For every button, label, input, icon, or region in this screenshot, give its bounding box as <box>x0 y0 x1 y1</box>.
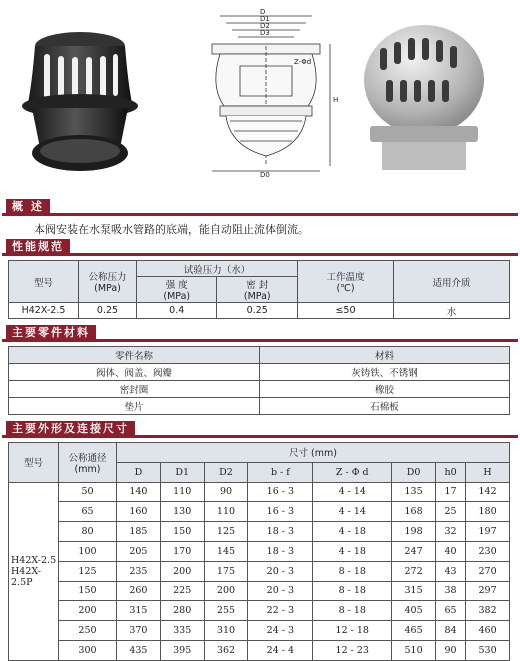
drawing-label-d0: D0 <box>260 171 270 179</box>
dim-cell: 8 - 18 <box>313 561 392 581</box>
perf-nominal: 0.25 <box>79 303 137 319</box>
dim-cell: 65 <box>435 601 465 621</box>
parts-row-name: 阀体、阀盖、阀瓣 <box>9 364 260 381</box>
dim-cell: 170 <box>160 541 204 561</box>
dim-cell: 150 <box>59 581 117 601</box>
dim-cell: 310 <box>204 621 248 641</box>
dim-cell: 25 <box>435 502 465 522</box>
dim-cell: 270 <box>466 561 510 581</box>
dim-cell: 435 <box>117 640 161 660</box>
perf-header-seal: 密 封 (MPa) <box>217 277 298 303</box>
dim-cell: 200 <box>59 601 117 621</box>
dim-cell: 24 - 4 <box>248 640 313 660</box>
dim-cell: 297 <box>466 581 510 601</box>
dim-col-header: H <box>466 462 510 482</box>
perf-strength: 0.4 <box>137 303 217 319</box>
section-overview-heading: 概 述 <box>6 199 50 214</box>
dim-col-header: b - f <box>248 462 313 482</box>
dim-cell: 197 <box>466 522 510 542</box>
product-images <box>0 0 520 185</box>
parts-row-material: 灰铸铁、不锈钢 <box>260 364 510 381</box>
dim-cell: 230 <box>466 541 510 561</box>
dim-cell: 200 <box>204 581 248 601</box>
table-row <box>9 601 510 621</box>
dim-cell: 43 <box>435 561 465 581</box>
table-row <box>9 621 510 641</box>
dim-cell: 225 <box>160 581 204 601</box>
dim-cell: 370 <box>117 621 161 641</box>
dim-cell: 110 <box>160 482 204 502</box>
dim-cell: 4 - 18 <box>313 541 392 561</box>
table-row <box>9 581 510 601</box>
dim-cell: 18 - 3 <box>248 522 313 542</box>
dim-cell: 84 <box>435 621 465 641</box>
perf-model: H42X-2.5 <box>9 303 79 319</box>
dim-cell: 20 - 3 <box>248 561 313 581</box>
dim-cell: 300 <box>59 640 117 660</box>
dim-cell: 90 <box>204 482 248 502</box>
dim-cell: 280 <box>160 601 204 621</box>
dim-cell: 140 <box>117 482 161 502</box>
dim-cell: 130 <box>160 502 204 522</box>
dim-cell: 8 - 18 <box>313 601 392 621</box>
dim-cell: 50 <box>59 482 117 502</box>
dim-cell: 460 <box>466 621 510 641</box>
dim-col-header: D <box>117 462 161 482</box>
dim-cell: 142 <box>466 482 510 502</box>
dim-cell: 205 <box>117 541 161 561</box>
dim-cell: 4 - 14 <box>313 482 392 502</box>
drawing-label-d1: D1 <box>260 15 270 23</box>
perf-header-temp: 工作温度 (℃) <box>298 261 394 303</box>
dim-col-header: Z - Φ d <box>313 462 392 482</box>
dim-col-header: D0 <box>392 462 436 482</box>
dim-cell: 145 <box>204 541 248 561</box>
dimensions-table <box>8 442 510 661</box>
dim-cell: 362 <box>204 640 248 660</box>
overview-rule <box>2 213 518 216</box>
perf-header-model: 型号 <box>9 261 79 303</box>
parts-row-material: 橡胶 <box>260 381 510 398</box>
drawing-label-d3: D3 <box>260 29 270 37</box>
dim-model-b: H42X-2.5P <box>11 565 42 588</box>
dim-cell: 530 <box>466 640 510 660</box>
dim-cell: 20 - 3 <box>248 581 313 601</box>
dim-cell: 395 <box>160 640 204 660</box>
table-row <box>9 640 510 660</box>
drawing-label-zphid: Z-Φd <box>294 58 312 66</box>
dim-cell: 180 <box>466 502 510 522</box>
dim-cell: 38 <box>435 581 465 601</box>
perf-medium: 水 <box>394 303 510 319</box>
table-row <box>9 522 510 542</box>
dim-col-header: h0 <box>435 462 465 482</box>
table-row <box>9 482 510 502</box>
dim-cell: 110 <box>204 502 248 522</box>
dim-cell: 272 <box>392 561 436 581</box>
dim-cell: 382 <box>466 601 510 621</box>
dim-cell: 315 <box>392 581 436 601</box>
dim-cell: 17 <box>435 482 465 502</box>
dim-cell: 247 <box>392 541 436 561</box>
dim-cell: 125 <box>59 561 117 581</box>
table-row <box>9 541 510 561</box>
dim-cell: 235 <box>117 561 161 581</box>
dim-cell: 405 <box>392 601 436 621</box>
dim-col-header: D1 <box>160 462 204 482</box>
performance-rule <box>2 253 518 256</box>
perf-header-test: 试验压力（水） <box>137 261 298 277</box>
dim-cell: 168 <box>392 502 436 522</box>
dim-cell: 80 <box>59 522 117 542</box>
perf-temp: ≤50 <box>298 303 394 319</box>
parts-header-material: 材料 <box>260 347 510 364</box>
drawing-label-d2: D2 <box>260 22 270 30</box>
section-dimensions-heading: 主要外形及连接尺寸 <box>6 421 135 436</box>
dim-cell: 160 <box>117 502 161 522</box>
dim-cell: 185 <box>117 522 161 542</box>
table-row <box>9 561 510 581</box>
perf-seal: 0.25 <box>217 303 298 319</box>
dim-cell: 22 - 3 <box>248 601 313 621</box>
cross-section-drawing <box>190 6 342 178</box>
dim-header-size: 尺寸 (mm) <box>117 443 510 463</box>
dim-cell: 4 - 14 <box>313 502 392 522</box>
perf-header-strength: 强 度 (MPa) <box>137 277 217 303</box>
dim-cell: 40 <box>435 541 465 561</box>
dimensions-body <box>9 482 510 660</box>
dim-cell: 465 <box>392 621 436 641</box>
dim-cell: 315 <box>117 601 161 621</box>
parts-row-name: 密封圈 <box>9 381 260 398</box>
section-parts-heading: 主要零件材料 <box>6 325 96 340</box>
drawing-label-d: D <box>260 8 266 16</box>
dim-cell: 125 <box>204 522 248 542</box>
dim-cell: 12 - 23 <box>313 640 392 660</box>
dim-header-model: 型号 <box>9 443 59 483</box>
dim-cell: 198 <box>392 522 436 542</box>
intro-text: 本阀安装在水泵吸水管路的底端，能自动阻止流体倒流。 <box>34 223 309 236</box>
dim-cell: 175 <box>204 561 248 581</box>
dim-cell: 135 <box>392 482 436 502</box>
perf-header-medium: 适用介质 <box>394 261 510 303</box>
drawing-label-h: H <box>333 96 339 104</box>
dim-cell: 250 <box>59 621 117 641</box>
dim-cell: 4 - 18 <box>313 522 392 542</box>
dim-cell: 16 - 3 <box>248 482 313 502</box>
dim-cell: 90 <box>435 640 465 660</box>
dim-cell: 18 - 3 <box>248 541 313 561</box>
dim-cell: 255 <box>204 601 248 621</box>
dim-cell: 510 <box>392 640 436 660</box>
parts-row-name: 垫片 <box>9 398 260 415</box>
perf-header-nominal: 公称压力 (MPa) <box>79 261 137 303</box>
dim-header-dn: 公称通径 (mm) <box>59 443 117 483</box>
dim-cell: 335 <box>160 621 204 641</box>
dim-cell: 24 - 3 <box>248 621 313 641</box>
dim-cell: 12 - 18 <box>313 621 392 641</box>
dim-cell: 100 <box>59 541 117 561</box>
dim-cell: 16 - 3 <box>248 502 313 522</box>
dim-cell: 260 <box>117 581 161 601</box>
parts-header-name: 零件名称 <box>9 347 260 364</box>
parts-row-material: 石棉板 <box>260 398 510 415</box>
parts-table <box>8 346 510 415</box>
steel-foot-valve-photo <box>350 18 498 178</box>
dim-cell: 32 <box>435 522 465 542</box>
dim-cell: 150 <box>160 522 204 542</box>
dim-cell: 65 <box>59 502 117 522</box>
dim-col-header: D2 <box>204 462 248 482</box>
dim-model-cell <box>9 482 59 660</box>
dim-cell: 8 - 18 <box>313 581 392 601</box>
black-foot-valve-photo <box>10 8 150 178</box>
dim-cell: 200 <box>160 561 204 581</box>
dim-model-a: H42X-2.5 <box>11 554 57 566</box>
section-performance-heading: 性能规范 <box>6 239 70 254</box>
performance-table <box>8 260 510 319</box>
table-row <box>9 502 510 522</box>
